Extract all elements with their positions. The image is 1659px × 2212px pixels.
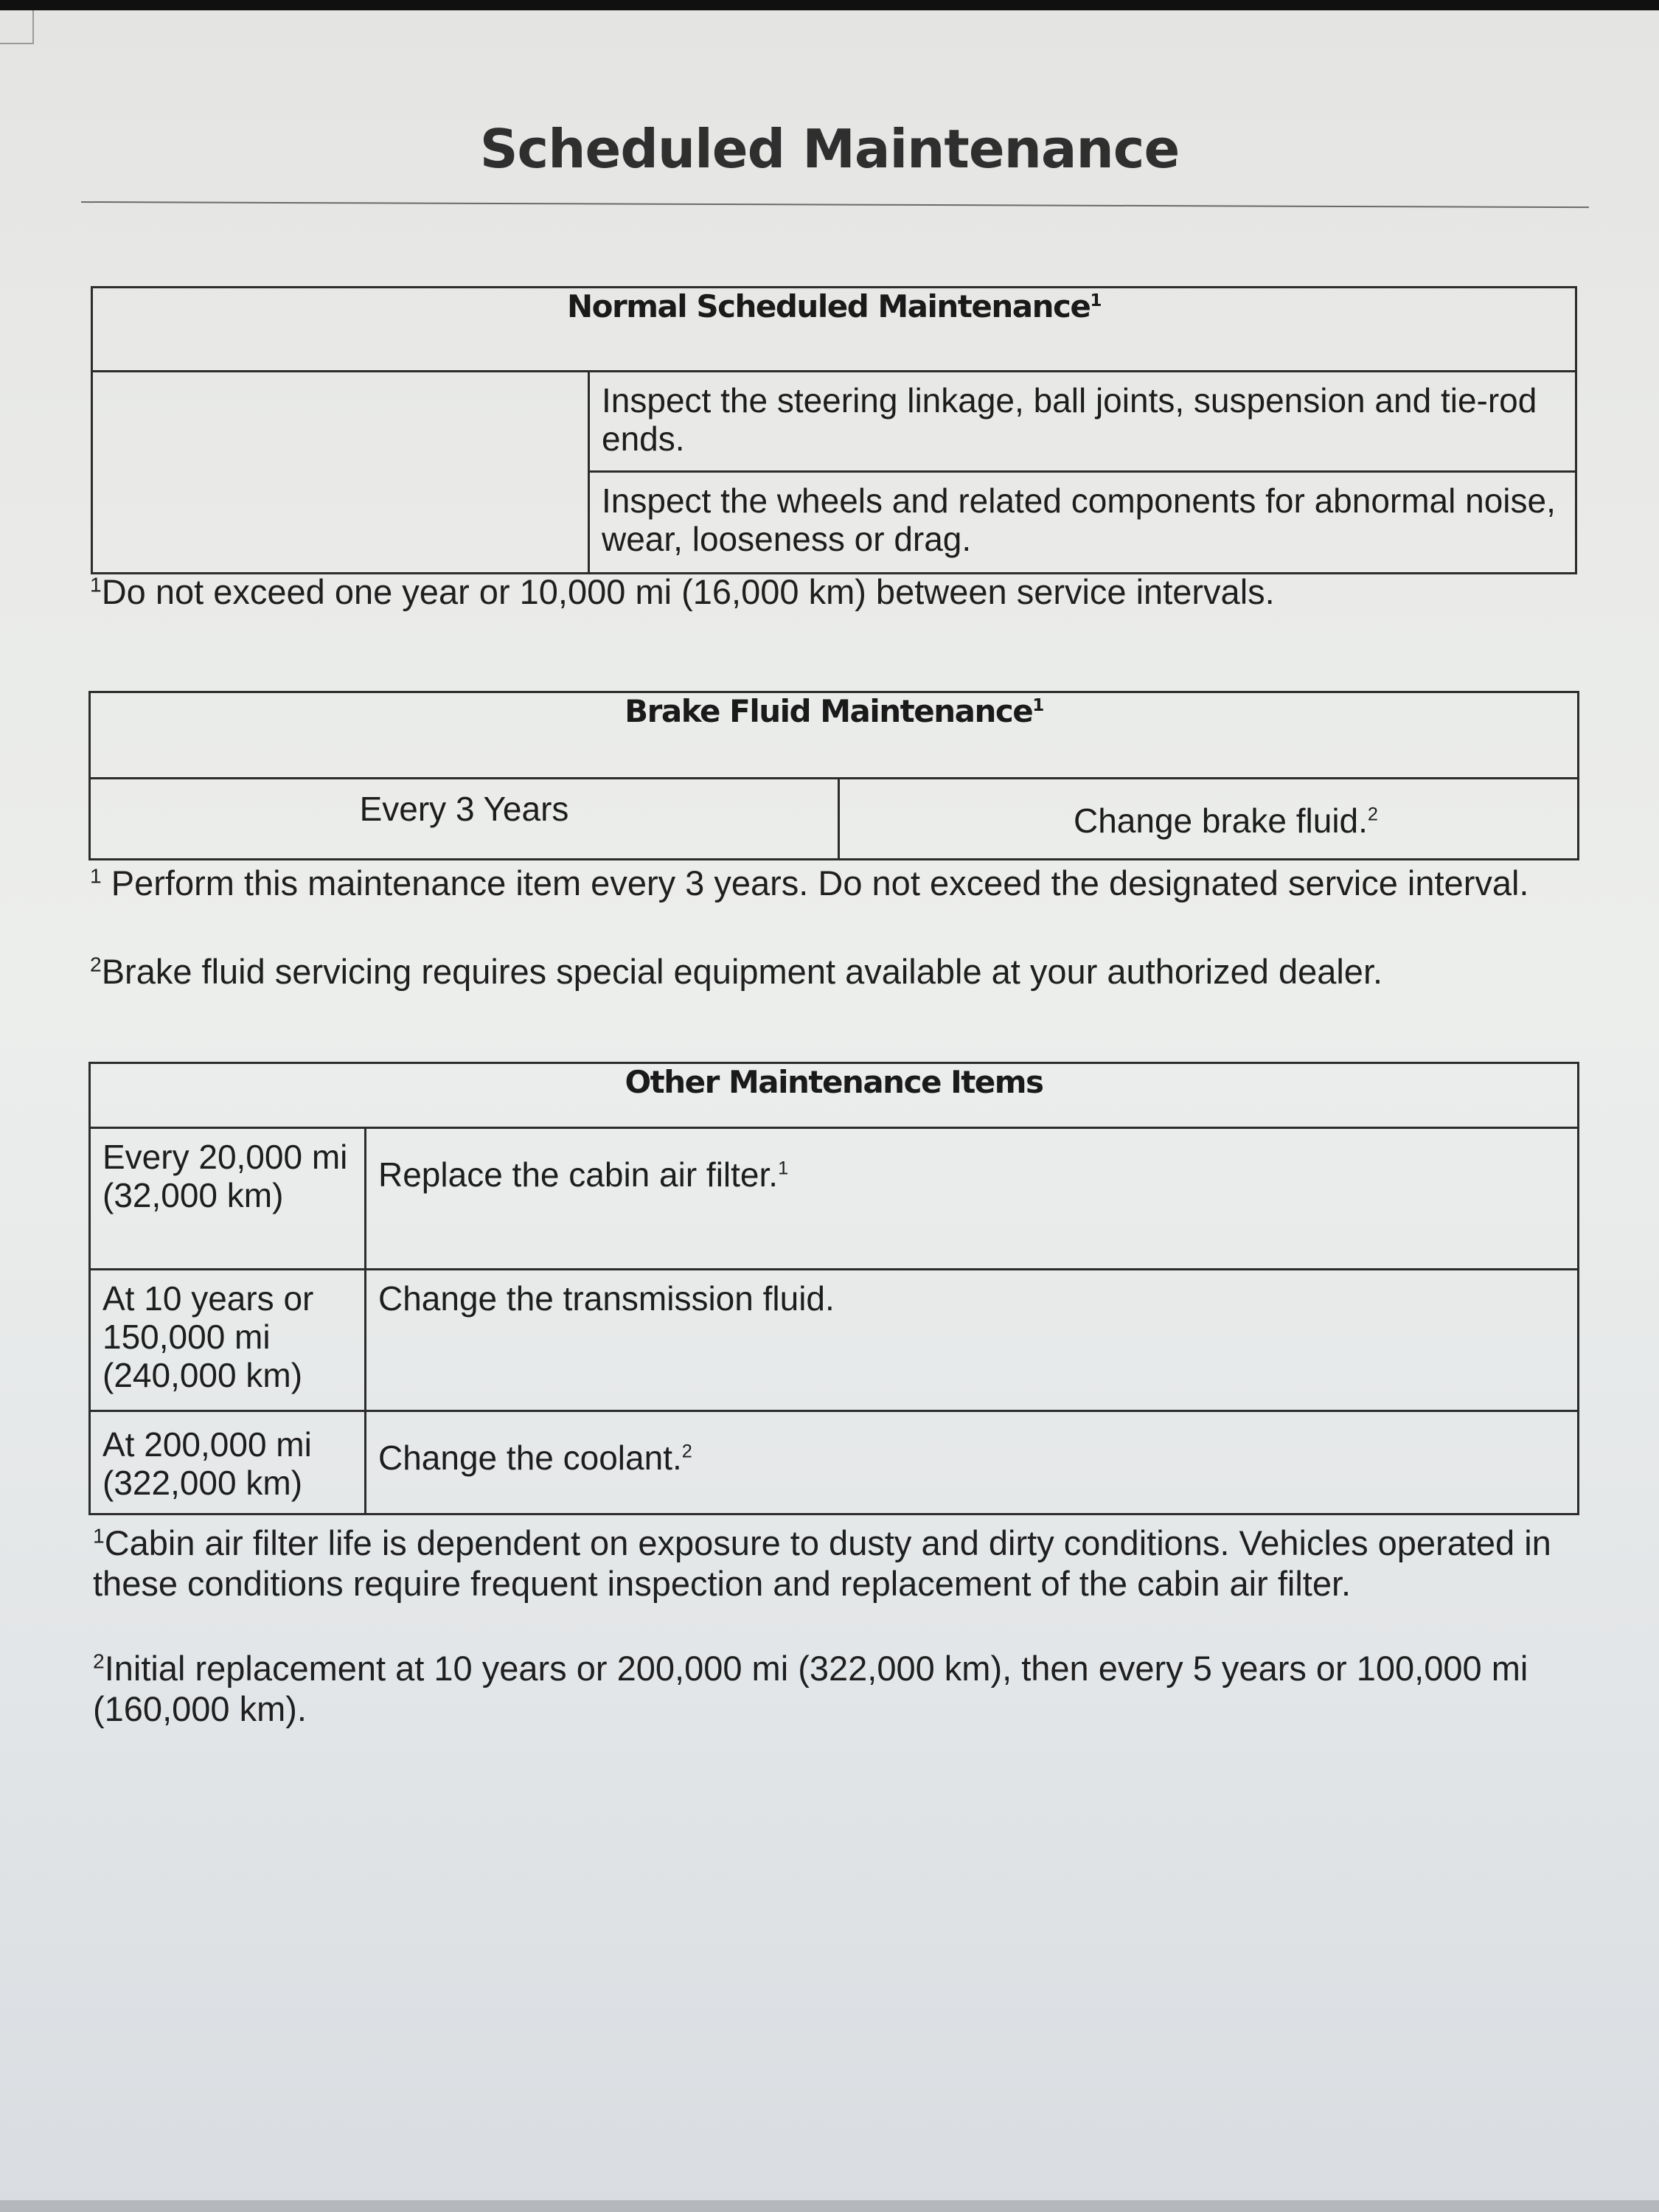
footnote-text: Cabin air filter life is dependent on exposure to dusty and dirty conditions. Vehicles operated in these conditions require frequent inspection and replacement of the cabin air filter.: [93, 1523, 1551, 1603]
table-cell: [589, 372, 1576, 472]
maintenance-note: 1: [778, 1158, 789, 1179]
normal-maintenance-table: [91, 286, 1577, 574]
other-maintenance-footnote-2: [93, 1648, 1575, 1729]
title-divider: [81, 201, 1589, 208]
maintenance-action: Change the coolant.: [378, 1439, 682, 1477]
maintenance-action-wrap: [366, 1270, 1577, 1326]
table-cell: [366, 1128, 1579, 1270]
normal-maintenance-header-note: 1: [1090, 291, 1101, 310]
page-title: Scheduled Maintenance: [479, 118, 1180, 180]
screen-bottom-edge: [0, 2200, 1659, 2212]
maintenance-action: Change the transmission fluid.: [378, 1279, 835, 1318]
maintenance-action: Inspect the steering linkage, ball joints, suspension and tie-rod ends.: [602, 381, 1537, 458]
brake-fluid-interval: Every 3 Years: [359, 790, 569, 828]
normal-maintenance-interval-cell: [92, 372, 589, 574]
footnote-text: Perform this maintenance item every 3 years. Do not exceed the designated service interval.: [111, 863, 1529, 902]
footnote-mark: 2: [90, 952, 102, 976]
footnote-mark: 2: [93, 1649, 105, 1673]
maintenance-interval: At 200,000 mi (322,000 km): [102, 1425, 312, 1502]
brake-fluid-footnote-2: [90, 951, 1587, 992]
normal-maintenance-header: [92, 288, 1576, 372]
maintenance-interval: Every 20,000 mi (32,000 km): [102, 1138, 348, 1214]
other-maintenance-table: [88, 1062, 1579, 1515]
maintenance-action: Replace the cabin air filter.: [378, 1155, 779, 1194]
brake-fluid-action: Change brake fluid.: [1073, 801, 1368, 840]
normal-maintenance-footnote: [90, 571, 1587, 612]
maintenance-action-wrap: [366, 1129, 1577, 1203]
brake-fluid-action-note: 2: [1367, 804, 1378, 825]
footnote-text: Brake fluid servicing requires special equipment available at your authorized dealer.: [101, 952, 1383, 991]
maintenance-action: Inspect the wheels and related components for abnormal noise, wear, looseness or drag.: [602, 481, 1556, 558]
maintenance-action-wrap: [366, 1412, 1577, 1486]
footnote-mark: 1: [90, 572, 102, 597]
maintenance-interval: At 10 years or 150,000 mi (240,000 km): [102, 1279, 314, 1394]
maintenance-note: 2: [681, 1441, 692, 1462]
brake-fluid-header-note: 1: [1032, 696, 1043, 715]
other-maintenance-header: Other Maintenance Items: [90, 1063, 1579, 1128]
corner-mark: [0, 10, 34, 44]
table-cell: [366, 1411, 1579, 1514]
footnote-mark: 1: [90, 863, 102, 888]
table-cell: [90, 1270, 366, 1411]
screen-top-edge: [0, 0, 1659, 10]
brake-fluid-action-wrap: [840, 779, 1577, 840]
normal-maintenance-interval: [93, 372, 588, 390]
table-cell: [90, 1128, 366, 1270]
brake-fluid-header-text: Brake Fluid Maintenance: [625, 693, 1033, 729]
table-cell: [839, 779, 1579, 860]
table-cell: [589, 472, 1576, 574]
footnote-text: Initial replacement at 10 years or 200,000 mi (322,000 km), then every 5 years or 100,000 mi (160,000 km).: [93, 1649, 1528, 1728]
table-cell: [90, 779, 839, 860]
brake-fluid-footnote-1: [90, 863, 1572, 903]
table-cell: [90, 1411, 366, 1514]
normal-maintenance-header-text: Normal Scheduled Maintenance: [566, 288, 1091, 324]
footnote-mark: 1: [93, 1523, 105, 1548]
footnote-text: Do not exceed one year or 10,000 mi (16,000 km) between service intervals.: [101, 572, 1275, 611]
brake-fluid-table: [88, 691, 1579, 860]
other-maintenance-footnote-1: [93, 1523, 1575, 1604]
brake-fluid-header: [90, 692, 1579, 779]
table-cell: [366, 1270, 1579, 1411]
